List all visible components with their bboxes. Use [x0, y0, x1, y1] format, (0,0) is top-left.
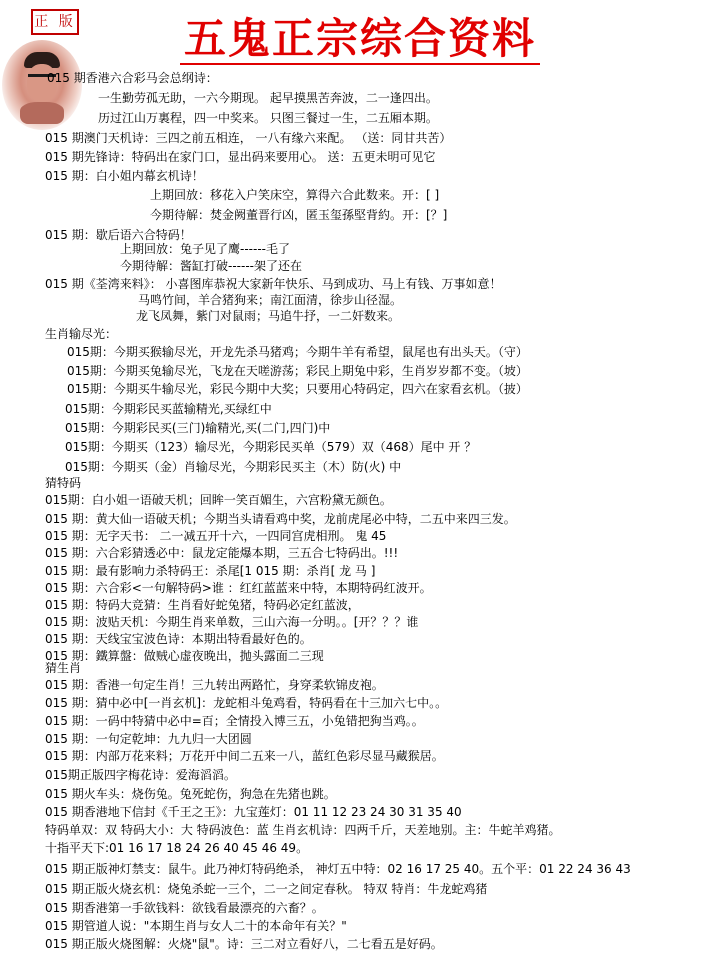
text-line: 015 期：波贴天机：今期生肖来单数，三山六海一分明。。[开？？？谁	[45, 615, 419, 629]
text-line: 015 期：六合彩猜透必中：鼠龙定能爆本期，三五合七特码出。!!!	[45, 546, 399, 560]
text-line: 今期待解：酱缸打破------架了还在	[120, 259, 302, 273]
text-line: 015 期管道人说："本期生肖与女人二十的本命年有关？"	[45, 919, 347, 933]
text-line: 特码单双：双 特码大小：大 特码波色：蓝 生肖玄机诗：四两千斤，天差地别。主：牛蛇羊鸡猪。	[45, 823, 561, 837]
text-line: 015 期：白小姐内幕玄机诗！	[45, 169, 204, 183]
text-line: 一生勤劳孤无助，一六今期现。 起早摸黑苦奔波，二一逢四出。	[98, 91, 438, 105]
text-line: 015 期：歇后语六合特码！	[45, 228, 192, 242]
text-line: 015 期澳门天机诗：三四之前五相连， 一八有缘六来配。 （送：同甘共苦）	[45, 131, 452, 145]
text-line: 历过江山万裏程，四一中奖来。 只图三餐过一生，二五厢本期。	[98, 111, 438, 125]
text-line: 015 期正版神灯禁支：鼠牛。此乃神灯特码绝杀， 神灯五中特：02 16 17 25 40。五个平：01 22 24 36 43	[45, 862, 631, 876]
text-line: 猜生肖	[45, 661, 82, 675]
text-line: 015 期正版火烧图解：火烧"鼠"。诗：三二对立看好八，二七看五是好码。	[45, 937, 443, 951]
text-line: 015 期：天线宝宝波色诗：本期出特看最好色的。	[45, 632, 312, 646]
text-line: 015期：今期买兔输尽光，飞龙在天嗟游荡；彩民上期兔中彩，生肖岁岁都不变。（坡）	[67, 364, 528, 378]
text-line: 015期：今期买猴输尽光，开龙先杀马猪鸡；今期牛羊有希望，鼠尾也有出头天。（守）	[67, 345, 528, 359]
text-line: 015期：今期买（金）肖输尽光，今期彩民买主（木）防(火) 中	[65, 460, 402, 474]
text-line: 上期回放：移花入户笑床空，算得六合此数来。开：[ ]	[150, 188, 440, 202]
text-line: 015 期《荃湾来料》： 小喜图库恭祝大家新年快乐、马到成功、马上有钱、万事如意！	[45, 277, 502, 291]
text-line: 生肖输尽光：	[45, 327, 118, 341]
text-line: 015期正版四字梅花诗：爱海滔滔。	[45, 768, 236, 782]
text-line: 015 期：无字天书： 二一减五开十六，一四同宫虎相刑。 鬼 45	[45, 529, 387, 543]
text-line: 015期：今期买牛输尽光，彩民今期中大奖；只要用心特码定，四六在家看玄机。（披）	[67, 382, 528, 396]
text-line: 猜特码	[45, 476, 82, 490]
text-line: 015 期：六合彩<一句解特码>谁 ：红红蓝蓝来中特，本期特码红波开。	[45, 581, 432, 595]
text-line: 015 期：鐵算盤：做贼心虚夜晚出，抛头露面二三现	[45, 649, 324, 663]
text-line: 龙飞凤舞，紫门对鼠雨；马追牛抒，一二奸数来。	[136, 309, 401, 323]
text-line: 015 期：最有影响力杀特码王：杀尾[1 015 期：杀肖[ 龙 马 ]	[45, 564, 376, 578]
text-line: 015 期香港六合彩马会总纲诗：	[47, 71, 218, 85]
text-line: 今期待解：焚金阙董晋行凶，匿玉玺孫堅背約。开：[？]	[150, 208, 448, 222]
page-title-text: 五鬼正宗综合资料	[180, 14, 540, 65]
text-line: 015 期火车头：烧伤兔。兔死蛇伤，狗急在先猪也跳。	[45, 787, 336, 801]
text-line: 015 期正版火烧玄机：烧兔杀蛇一三个，二一之间定春秋。 特双 特肖：牛龙蛇鸡猪	[45, 882, 488, 896]
text-line: 015期：白小姐一语破天机；回眸一笑百媚生，六宫粉黛无颜色。	[45, 493, 392, 507]
text-line: 015期：今期买（123）输尽光，今期彩民买单（579）双（468）尾中 开 ？	[65, 440, 477, 454]
text-line: 015期：今期彩民买(三门)输精光,买(二门,四门)中	[65, 421, 331, 435]
text-line: 015 期：猜中必中[一肖玄机]：龙蛇相斗兔鸡看，特码看在十三加六七中。。	[45, 696, 448, 710]
text-line: 上期回放：兔子见了鹰------毛了	[120, 242, 290, 256]
text-line: 015 期：特码大竞猜：生肖看好蛇兔猪，特码必定红蓝波，	[45, 598, 360, 612]
text-line: 015 期：一码中特猜中必中=百；全情投入博三五，小兔错把狗当鸡。。	[45, 714, 424, 728]
text-line: 015 期香港地下信封《千王之王》：九宝莲灯：01 11 12 23 24 30 31 35 40	[45, 805, 462, 819]
text-line: 015 期：内部万花来料；万花开中间二五来一八，蓝红色彩尽显马藏猴居。	[45, 749, 444, 763]
text-line: 015期：今期彩民买蓝输精光,买绿红中	[65, 402, 272, 416]
text-line: 015 期香港第一手欲钱料：欲钱看最漂亮的六畜？。	[45, 901, 324, 915]
text-line: 马鸣竹间，羊合猪狗来；南江面清，徐步山径湿。	[138, 293, 403, 307]
text-line: 十指平天下:01 16 17 18 24 26 40 45 46 49。	[45, 841, 309, 855]
text-line: 015 期先锋诗：特码出在家门口，显出码来要用心。 送：五更未明可见它	[45, 150, 436, 164]
text-line: 015 期：香港一句定生肖！三九转出两路忙，身穿柔软锦皮袍。	[45, 678, 384, 692]
text-line: 015 期：黄大仙一语破天机；今期当头请看鸡中奖，龙前虎尾必中特，二五中来四三发。	[45, 512, 516, 526]
text-line: 015 期：一句定乾坤：九九归一大团圆	[45, 732, 252, 746]
authentic-badge: 正 版	[31, 9, 79, 35]
